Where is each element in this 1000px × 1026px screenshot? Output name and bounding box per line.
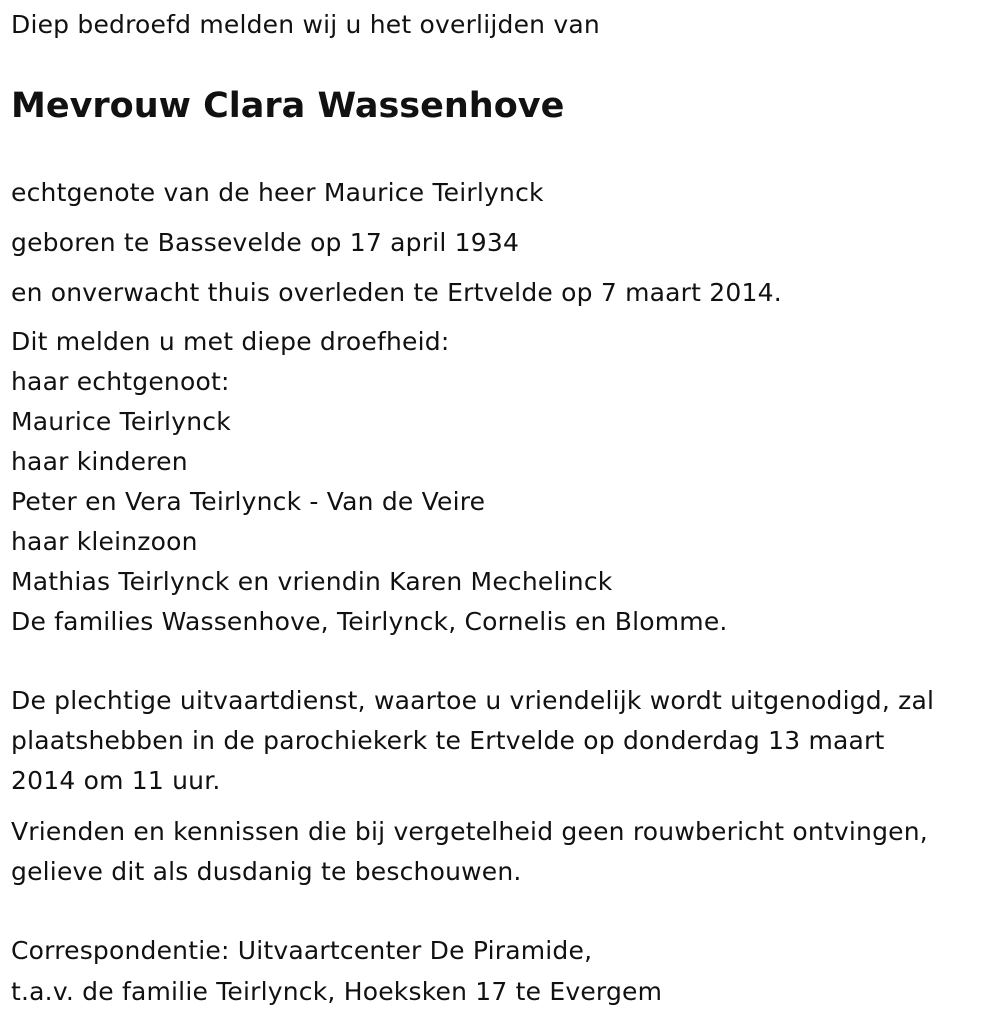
- notice-line: gelieve dit als dusdanig te beschouwen.: [11, 857, 522, 886]
- mourners-line: haar kinderen: [11, 447, 188, 476]
- mourners-line: haar kleinzoon: [11, 527, 198, 556]
- correspondence-line: t.a.v. de familie Teirlynck, Hoeksken 17 te Evergem: [11, 977, 663, 1006]
- service-line: plaatshebben in de parochiekerk te Ertvelde op donderdag 13 maart: [11, 726, 885, 755]
- detail-death: en onverwacht thuis overleden te Ertvelde op 7 maart 2014.: [11, 278, 782, 307]
- mourners-line: Mathias Teirlynck en vriendin Karen Mechelinck: [11, 567, 613, 596]
- mourners-line: Dit melden u met diepe droefheid:: [11, 327, 450, 356]
- correspondence-line: Correspondentie: Uitvaartcenter De Piramide,: [11, 936, 593, 965]
- detail-spouse: echtgenote van de heer Maurice Teirlynck: [11, 178, 544, 207]
- mourners-line: Maurice Teirlynck: [11, 407, 231, 436]
- mourners-line: De families Wassenhove, Teirlynck, Cornelis en Blomme.: [11, 607, 728, 636]
- service-line: De plechtige uitvaartdienst, waartoe u vriendelijk wordt uitgenodigd, zal: [11, 686, 935, 715]
- notice-line: Vrienden en kennissen die bij vergetelheid geen rouwbericht ontvingen,: [11, 817, 928, 846]
- service-line: 2014 om 11 uur.: [11, 766, 221, 795]
- deceased-name: Mevrouw Clara Wassenhove: [11, 86, 565, 126]
- detail-birth: geboren te Bassevelde op 17 april 1934: [11, 228, 520, 257]
- mourners-line: Peter en Vera Teirlynck - Van de Veire: [11, 487, 486, 516]
- mourners-line: haar echtgenoot:: [11, 367, 230, 396]
- intro-text: Diep bedroefd melden wij u het overlijden van: [11, 10, 600, 39]
